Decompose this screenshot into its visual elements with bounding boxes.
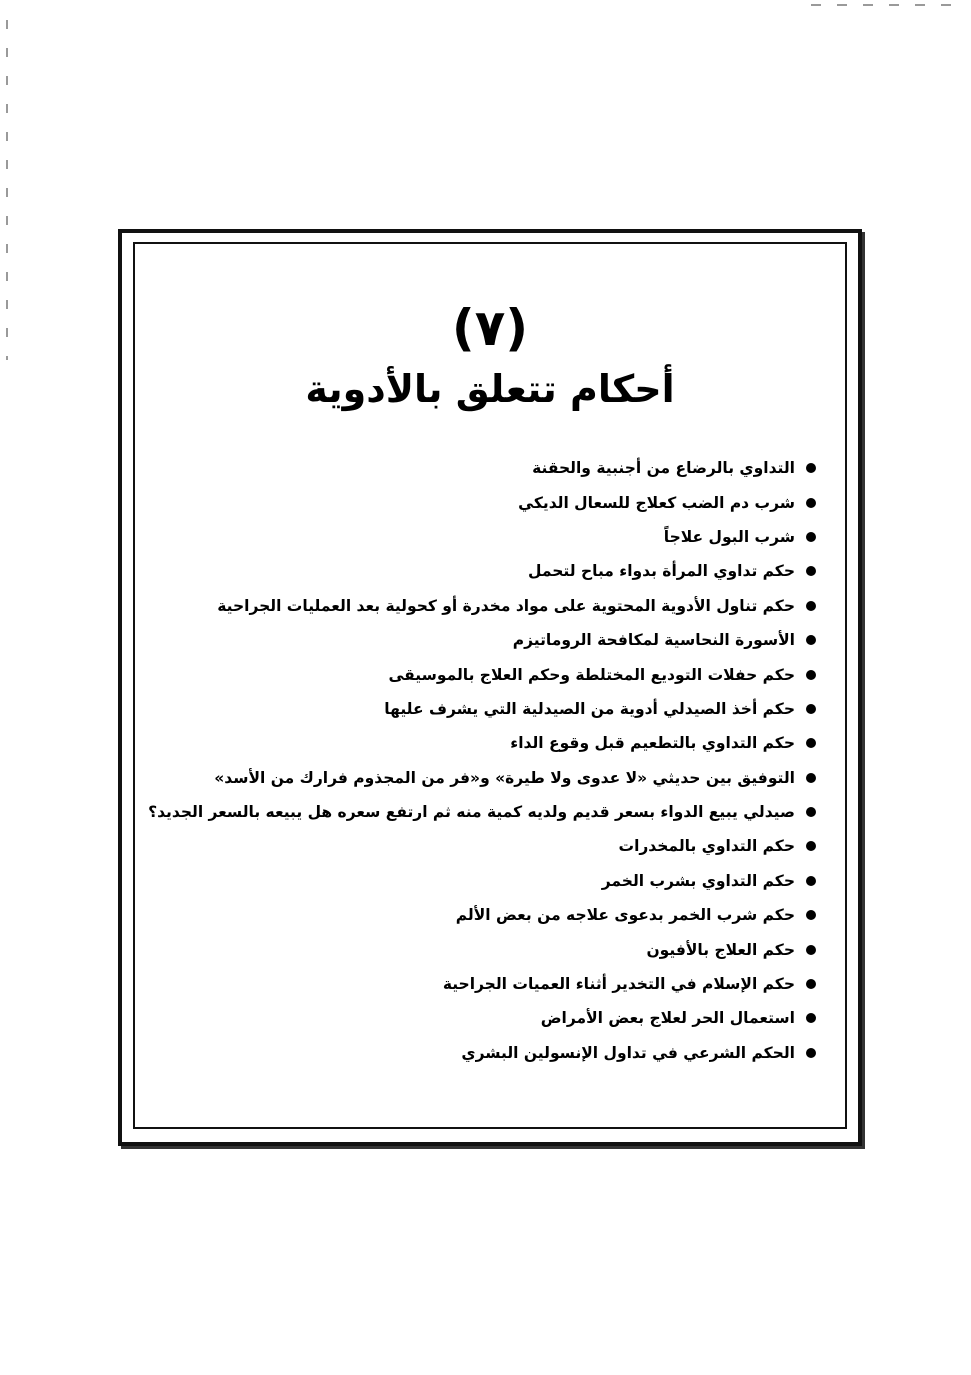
list-item — [176, 726, 816, 760]
topic-text: شرب دم الضب كعلاج للسعال الديكي — [518, 493, 795, 512]
list-item — [176, 520, 816, 554]
topic-text: حكم شرب الخمر بدعوى علاجه من بعض الألم — [455, 906, 795, 925]
topic-text: حكم التداوي بالمخدرات — [618, 837, 795, 856]
topic-text: حكم الإسلام في التخدير أثناء العميات الجراحية — [442, 975, 795, 994]
list-item — [176, 761, 816, 795]
topic-text: التداوي بالرضاع من أجنبية والحقنة — [532, 459, 795, 478]
topic-text: حكم حفلات التوديع المختلطة وحكم العلاج بالموسيقى — [388, 665, 795, 684]
list-item — [176, 554, 816, 588]
topic-text: حكم العلاج بالأفيون — [646, 940, 795, 959]
bullet-icon — [806, 841, 816, 851]
bullet-icon — [806, 979, 816, 989]
bullet-icon — [806, 532, 816, 542]
topic-text: حكم أخذ الصيدلي أدوية من الصيدلية التي يشرف عليها — [384, 699, 795, 718]
list-item — [176, 932, 816, 966]
bullet-icon — [806, 498, 816, 508]
bullet-icon — [806, 773, 816, 783]
topic-text: شرب البول علاجاً — [663, 527, 795, 546]
topic-text: حكم تناول الأدوية المحتوية على مواد مخدرة أو كحولية بعد العمليات الجراحية — [217, 596, 795, 615]
page-frame — [118, 229, 862, 1146]
topic-list — [148, 451, 816, 1070]
list-item — [176, 864, 816, 898]
list-item — [176, 1001, 816, 1035]
topic-text: صيدلي يبيع الدواء بسعر قديم ولديه كمية منه ثم ارتفع سعره هل يبيعه بالسعر الجديد؟ — [148, 803, 795, 822]
scan-edge-marks — [6, 20, 8, 360]
topic-text: حكم التداوي بشرب الخمر — [601, 871, 795, 890]
bullet-icon — [806, 635, 816, 645]
list-item — [176, 1036, 816, 1070]
list-item — [176, 589, 816, 623]
chapter-number: (٧) — [451, 299, 529, 357]
topic-text: الحكم الشرعي في تداول الإنسولين البشري — [461, 1043, 795, 1062]
list-item — [176, 623, 816, 657]
bullet-icon — [806, 704, 816, 714]
chapter-title: أحكام تتعلق بالأدوية — [305, 367, 675, 411]
bullet-icon — [806, 1048, 816, 1058]
bullet-icon — [806, 910, 816, 920]
list-item — [148, 795, 816, 829]
list-item — [176, 692, 816, 726]
list-item — [176, 829, 816, 863]
list-item — [176, 485, 816, 519]
list-item — [176, 657, 816, 691]
topic-text: استعمال الحر لعلاج بعض الأمراض — [540, 1009, 795, 1028]
bullet-icon — [806, 670, 816, 680]
topic-text: الأسورة النحاسية لمكافحة الروماتيزم — [512, 631, 795, 650]
bullet-icon — [806, 1013, 816, 1023]
list-item — [176, 451, 816, 485]
bullet-icon — [806, 463, 816, 473]
bullet-icon — [806, 601, 816, 611]
list-item — [176, 898, 816, 932]
inner-frame — [133, 242, 847, 1129]
bullet-icon — [806, 566, 816, 576]
topic-text: حكم تداوي المرأة بدواء مباح لتحمل — [528, 562, 795, 581]
bullet-icon — [806, 876, 816, 886]
topic-text: التوفيق بين حديثي «لا عدوى ولا طيرة» و«فر من المجذوم فرارك من الأسد» — [214, 768, 795, 787]
bullet-icon — [806, 945, 816, 955]
bullet-icon — [806, 807, 816, 817]
topic-text: حكم التداوي بالتطعيم قبل وقوع الداء — [510, 734, 795, 753]
scan-edge-marks-top — [811, 4, 961, 6]
bullet-icon — [806, 738, 816, 748]
list-item — [176, 967, 816, 1001]
